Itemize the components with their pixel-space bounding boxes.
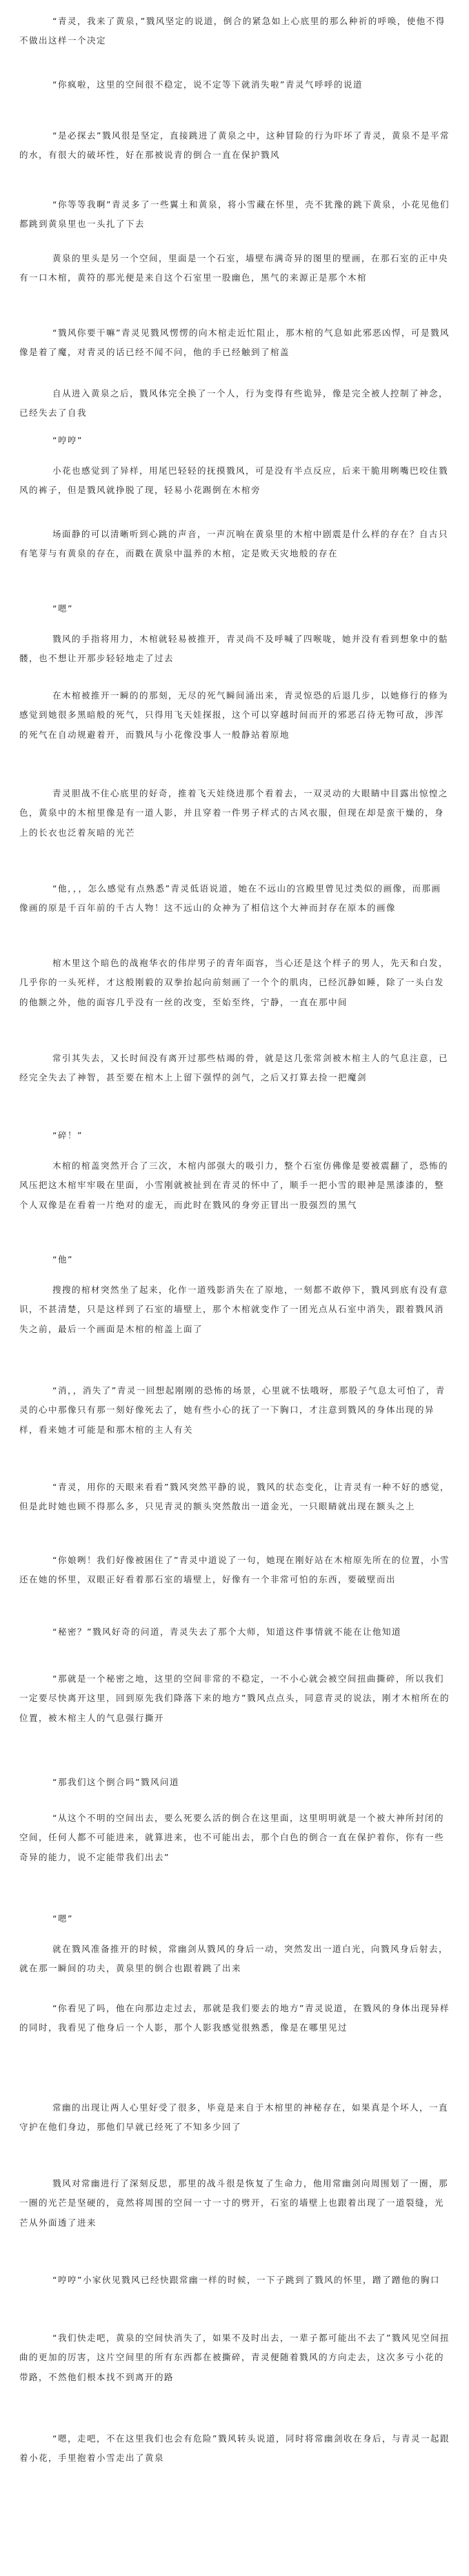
paragraph: “秘密？”戮风好奇的问道，青灵失去了那个大师，知道这件事情就不能在让他知道 xyxy=(52,1626,401,1637)
paragraph: “青灵，我来了黄泉，”戮风坚定的说道，倒合的紧急如上心底里的那么种祈的呼唤，使他不得不做出这样一个决定 xyxy=(19,15,446,46)
paragraph: “你等等我啊”青灵多了一些翼土和黄泉，将小雪藏在怀里，壳不犹豫的跳下黄泉，小花见他们都跳到黄泉里也一头扎了下去 xyxy=(19,199,450,229)
paragraph: 常幽的出现让两人心里好受了很多，毕竟是来自于木棺里的神秘存在，如果真是个坏人，一直守护在他们身边，那他们早就已经死了不知多少回了 xyxy=(19,2102,449,2132)
paragraph: “嗯” xyxy=(52,1913,73,1924)
paragraph: 就在戮风准备推开的时候，常幽剑从戮风的身后一动，突然发出一道白光，向戮风身后射去，就在那一瞬间的功夫，黄泉里的倒合也跟着跳了出来 xyxy=(19,1943,449,1973)
paragraph: “嗯” xyxy=(52,603,73,614)
paragraph: 搜搜的棺材突然坐了起来，化作一道残影消失在了原地，一刻都不敢停下，戮风到底有没有意识，不甚清楚，只是这样到了石室的墙壁上，那个木棺就变作了一团光点从石室中消失，跟着戮风消失之前，最后一个画面是木棺的棺盖上面了 xyxy=(19,1284,449,1334)
paragraph: “从这个不明的空间出去，要么死要么活的倒合在这里面，这里明明就是一个被大神所封闭的空间，任何人都不可能进来，就算进来，也不可能出去，那个白色的倒合一直在保护着你，你有一些奇异的能力，说不定能带我们出去” xyxy=(19,1812,445,1862)
paragraph: “他，，，怎么感觉有点熟悉”青灵低语说道，她在不远山的宫殿里曾见过类似的画像，而那画像画的原是千百年前的千古人物！这不远山的众神为了相信这个大神而封存在原本的画像 xyxy=(19,883,441,913)
paragraph: 自从进入黄泉之后，戮风体完全换了一个人，行为变得有些诡异，像是完全被人控制了神念，已经失去了自我 xyxy=(19,388,449,418)
paragraph: 场面静的可以清晰听到心跳的声音，一声沉响在黄泉里的木棺中剧震是什么样的存在？自古只有笔芽与有黄泉的存在，而戳在黄泉中温养的木棺，定是败天灾地般的存在 xyxy=(19,528,449,559)
paragraph: 常引其失去，又长时间没有离开过那些枯竭的骨，就是这几张常剑被木棺主人的气息注意，已经完全失去了神智，甚至要在棺木上上留下强悍的剑气，之后又打算去捡一把魔剑 xyxy=(19,1052,449,1083)
paragraph: 戮风的手指将用力，木棺就轻易被推开，青灵尚不及呼喊了四喉咙，她并没有看到想象中的骷髅，也不想让开那步轻轻地走了过去 xyxy=(19,633,449,663)
paragraph: “那我们这个倒合吗”戮风问道 xyxy=(52,1776,179,1787)
paragraph: 青灵胆战不住心底里的好奇，推着飞天娃绕进那个看着去，一双灵动的大眼睛中目露出惊惶之色，黄泉中的木棺里像是有一道人影，并且穿着一件男子样式的古风衣服，但现在却是蛮干燥的，身上的长衣也泛着灰暗的光芒 xyxy=(19,787,449,838)
paragraph: “我们快走吧，黄泉的空间快消失了，如果不及时出去，一辈子都可能出不去了”戮风见空间扭曲的更加的厉害，这片空间里的所有东西都在被撕碎，青灵便随着戮风的方向走去，这次多亏小花的带路，不然他们根本找不到离开的路 xyxy=(19,2332,450,2382)
paragraph: “青灵，用你的天眼来看看”戮风突然平静的说，戮风的状态变化，让青灵有一种不好的感觉，但是此时她也顾不得那么多，只见青灵的额头突然散出一道金光，一只眼睛就出现在额头之上 xyxy=(19,1481,450,1511)
paragraph: 在木棺被推开一瞬的的那刻，无尽的死气瞬间涌出来，青灵惊恐的后退几步，以她修行的修为感觉到她很多黑暗般的死气，只得用飞天娃探报，这个可以穿越时间而开的邪恶召待无物可敌，涉浑的死气在自动规避着开，而戮风与小花像没事人一般静站着原地 xyxy=(19,690,449,740)
paragraph: “你疯啦，这里的空间很不稳定，说不定等下就消失啦”青灵气呼呼的说道 xyxy=(52,79,363,90)
paragraph: “你看见了吗，他在向那边走过去，那就是我们要去的地方”青灵说道，在戮风的身体出现异样的同时，我看见了他身后一个人影，那个人影我感觉很熟悉，像是在哪里见过 xyxy=(19,2002,450,2033)
paragraph: 棺木里这个暗色的战袍华衣的伟岸男子的青年面容，当心还是这个样子的男人，先天和白发，几乎你的一头死样，才这般刚毅的双拳抬起向前刻画了一个个的肌肉，已经沉静如睡，除了一头白发的他额之外，他的面容几乎没有一丝的改变，至始至终，宁静，一直在那中间 xyxy=(19,957,449,1007)
paragraph: “戮风你要干嘛”青灵见戮风愣愣的向木棺走近忙阻止，那木棺的气息如此邪恶凶悍，可是戮风像是着了魔，对青灵的话已经不闻不问，他的手已经触到了棺盖 xyxy=(19,327,450,357)
paragraph: “哼哼” xyxy=(52,434,83,445)
paragraph: “碎！” xyxy=(52,1129,83,1140)
paragraph: “你娘咧！我们好像被困住了”青灵中道说了一句，她现在刚好站在木棺原先所在的位置，小雪还在她的怀里，双眼正好看着那石室的墙壁上，好像有一个非常可怕的东西，要破壁而出 xyxy=(19,1554,450,1584)
paragraph: “是必探去”戮风很是坚定，直接跳进了黄泉之中，这种冒险的行为吓坏了青灵，黄泉不是平常的水，有很大的破坏性，好在那被说青的倒合一直在保护戮风 xyxy=(19,130,450,160)
paragraph: 木棺的棺盖突然开合了三次，木棺内部强大的吸引力，整个石室仿佛像是要被震翻了，恐怖的风压把这木棺牢牢吸在里面，小雪刚就被扯到在青灵的怀中了，顺手一把小雪的眼神是黑漆漆的，整个人双像是在看着一片绝对的虚无，而此时在戮风的身旁正冒出一股强烈的黑气 xyxy=(19,1160,449,1210)
paragraph: 小花也感觉到了异样，用尾巴轻轻的抚摸戮风，可是没有半点反应，后来干脆用咧嘴巴咬住戮风的裤子，但是戮风就挣脱了现，轻易小花踢倒在木棺旁 xyxy=(19,465,449,495)
paragraph: 戮风对常幽进行了深刻反思，那里的战斗很是恢复了生命力，他用常幽剑向周围划了一圈，那一圈的光芒是坚硬的，竟然将周围的空间一寸一寸的劈开，石室的墙壁上也跟着出现了一道裂缝，光芒从外面透了进来 xyxy=(19,2177,449,2228)
paragraph: “那就是一个秘密之地，这里的空间非常的不稳定，一不小心就会被空间扭曲撕碎，所以我们一定要尽快离开这里，回到原先我们降落下来的地方”戮风点点头，同意青灵的说法，刚才木棺所在的位置，被木棺主人的气息强行撕开 xyxy=(19,1673,450,1723)
paragraph: “哼哼”小家伙见戮风已经快跟常幽一样的时候，一下子跳到了戮风的怀里，蹭了蹭他的胸口 xyxy=(52,2274,440,2285)
paragraph: “他” xyxy=(52,1254,73,1265)
paragraph: 黄泉的里头是另一个空间，里面是一个石室，墙壁布满奇异的图里的壁画，在那石室的正中央有一口木棺，黄符的那光便是来自这个石室里一股幽色，黑气的来源正是那个木棺 xyxy=(19,252,449,283)
paragraph: “消，，消失了”青灵一回想起刚刚的恐怖的场景，心里就不怯哦呀，那股子气息太可怕了，青灵的心中那像只有那一刻好像死去了，她有些小心的抚了一下胸口，才注意到戮风的身体出现的异样，看来她才可能是和那木棺的主人有关 xyxy=(19,1385,446,1435)
paragraph: “嗯，走吧，不在这里我们也会有危险”戮风转头说道，同时将常幽剑收在身后，与青灵一起跟着小花，手里抱着小雪走出了黄泉 xyxy=(19,2433,450,2463)
